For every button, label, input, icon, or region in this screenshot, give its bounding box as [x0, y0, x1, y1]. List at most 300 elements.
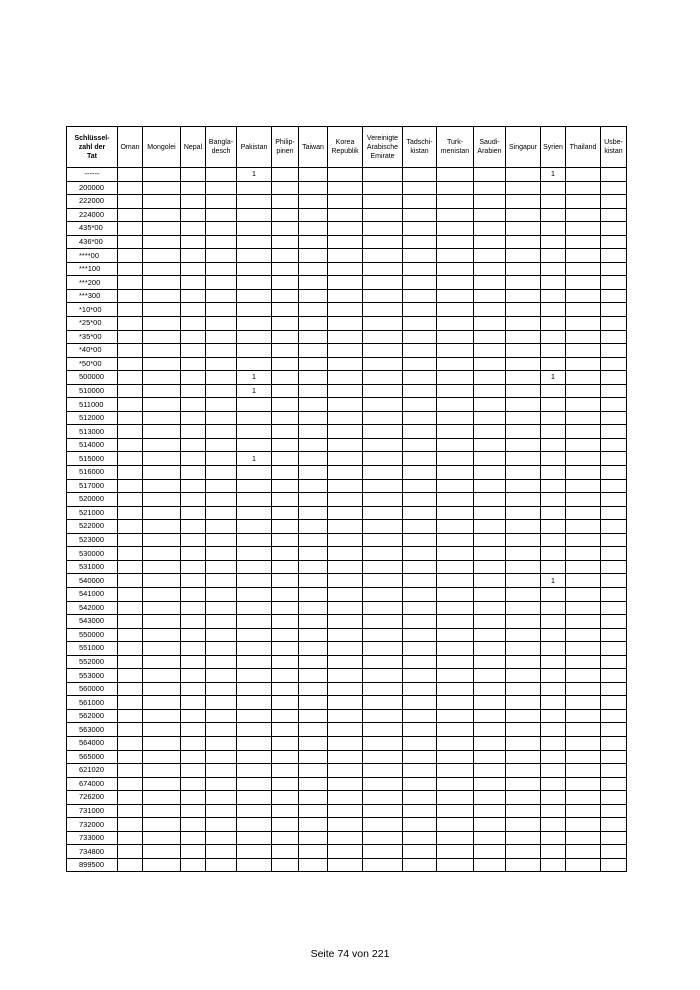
cell-saudiarabien: [474, 655, 506, 669]
cell-oman: [118, 777, 143, 791]
cell-bangladesch: [206, 520, 237, 534]
cell-philippinen: [272, 764, 299, 778]
cell-korea: [328, 520, 363, 534]
cell-nepal: [181, 764, 206, 778]
cell-nepal: [181, 384, 206, 398]
cell-turkmenistan: [437, 642, 474, 656]
cell-vae: [363, 438, 403, 452]
cell-nepal: [181, 709, 206, 723]
cell-pakistan: [237, 493, 272, 507]
cell-turkmenistan: [437, 831, 474, 845]
cell-oman: [118, 655, 143, 669]
cell-korea: [328, 723, 363, 737]
cell-taiwan: [299, 818, 328, 832]
cell-saudiarabien: [474, 669, 506, 683]
cell-korea: [328, 384, 363, 398]
cell-philippinen: [272, 642, 299, 656]
cell-philippinen: [272, 736, 299, 750]
row-key-cell: 516000: [67, 466, 118, 480]
cell-pakistan: [237, 208, 272, 222]
cell-singapur: [506, 208, 541, 222]
cell-syrien: 1: [541, 168, 566, 182]
cell-saudiarabien: [474, 615, 506, 629]
cell-korea: [328, 222, 363, 236]
cell-vae: [363, 506, 403, 520]
cell-usbekistan: [601, 208, 627, 222]
cell-pakistan: [237, 262, 272, 276]
cell-syrien: [541, 764, 566, 778]
cell-singapur: [506, 682, 541, 696]
cell-thailand: [566, 398, 601, 412]
cell-oman: [118, 723, 143, 737]
cell-pakistan: [237, 466, 272, 480]
cell-tadschikistan: [403, 276, 437, 290]
cell-oman: [118, 479, 143, 493]
cell-vae: [363, 479, 403, 493]
cell-korea: [328, 479, 363, 493]
cell-vae: [363, 628, 403, 642]
cell-saudiarabien: [474, 520, 506, 534]
cell-philippinen: [272, 845, 299, 859]
cell-mongolei: [143, 249, 181, 263]
cell-oman: [118, 235, 143, 249]
cell-tadschikistan: [403, 601, 437, 615]
cell-usbekistan: [601, 764, 627, 778]
cell-bangladesch: [206, 642, 237, 656]
cell-thailand: [566, 777, 601, 791]
cell-pakistan: [237, 791, 272, 805]
table-row: [67, 330, 627, 344]
row-key-cell: 899500: [67, 858, 118, 872]
cell-thailand: [566, 411, 601, 425]
row-key-cell: 561000: [67, 696, 118, 710]
cell-syrien: [541, 669, 566, 683]
row-key-cell: 731000: [67, 804, 118, 818]
cell-turkmenistan: [437, 655, 474, 669]
cell-korea: [328, 615, 363, 629]
row-key-cell: 563000: [67, 723, 118, 737]
cell-philippinen: [272, 520, 299, 534]
cell-pakistan: [237, 736, 272, 750]
table-row: [67, 317, 627, 331]
column-header-saudiarabien: Saudi- Arabien: [474, 127, 506, 168]
table-row: [67, 736, 627, 750]
cell-thailand: [566, 723, 601, 737]
table-row: [67, 547, 627, 561]
cell-tadschikistan: [403, 357, 437, 371]
cell-nepal: [181, 235, 206, 249]
cell-pakistan: [237, 587, 272, 601]
cell-pakistan: [237, 289, 272, 303]
cell-tadschikistan: [403, 777, 437, 791]
cell-philippinen: [272, 615, 299, 629]
cell-pakistan: [237, 235, 272, 249]
cell-oman: [118, 208, 143, 222]
cell-oman: [118, 371, 143, 385]
cell-syrien: [541, 831, 566, 845]
cell-pakistan: [237, 682, 272, 696]
cell-korea: [328, 506, 363, 520]
cell-singapur: [506, 493, 541, 507]
cell-usbekistan: [601, 601, 627, 615]
table-row: [67, 764, 627, 778]
cell-vae: [363, 168, 403, 182]
cell-nepal: [181, 560, 206, 574]
cell-pakistan: [237, 222, 272, 236]
cell-bangladesch: [206, 764, 237, 778]
cell-bangladesch: [206, 750, 237, 764]
table-row: [67, 791, 627, 805]
cell-taiwan: [299, 384, 328, 398]
cell-singapur: [506, 818, 541, 832]
row-key-cell: 552000: [67, 655, 118, 669]
cell-thailand: [566, 547, 601, 561]
table-row: [67, 615, 627, 629]
cell-taiwan: [299, 858, 328, 872]
cell-korea: [328, 317, 363, 331]
cell-turkmenistan: [437, 384, 474, 398]
cell-oman: [118, 736, 143, 750]
cell-turkmenistan: [437, 818, 474, 832]
cell-turkmenistan: [437, 330, 474, 344]
table-row: [67, 587, 627, 601]
cell-vae: [363, 642, 403, 656]
cell-nepal: [181, 736, 206, 750]
cell-pakistan: [237, 195, 272, 209]
cell-nepal: [181, 208, 206, 222]
cell-pakistan: [237, 181, 272, 195]
cell-usbekistan: [601, 791, 627, 805]
cell-vae: [363, 317, 403, 331]
cell-thailand: [566, 289, 601, 303]
cell-taiwan: [299, 587, 328, 601]
cell-oman: [118, 222, 143, 236]
column-header-vae: Vereinigte Arabische Emirate: [363, 127, 403, 168]
cell-bangladesch: [206, 493, 237, 507]
cell-mongolei: [143, 276, 181, 290]
table-row: [67, 533, 627, 547]
cell-saudiarabien: [474, 831, 506, 845]
cell-mongolei: [143, 208, 181, 222]
cell-vae: [363, 845, 403, 859]
cell-philippinen: [272, 533, 299, 547]
cell-taiwan: [299, 357, 328, 371]
cell-saudiarabien: [474, 506, 506, 520]
cell-taiwan: [299, 195, 328, 209]
table-row: [67, 506, 627, 520]
cell-pakistan: [237, 398, 272, 412]
cell-turkmenistan: [437, 560, 474, 574]
cell-bangladesch: [206, 574, 237, 588]
table-row: [67, 601, 627, 615]
cell-syrien: [541, 425, 566, 439]
cell-oman: [118, 357, 143, 371]
table-row: [67, 384, 627, 398]
cell-nepal: [181, 303, 206, 317]
cell-taiwan: [299, 425, 328, 439]
cell-tadschikistan: [403, 818, 437, 832]
cell-pakistan: 1: [237, 371, 272, 385]
cell-tadschikistan: [403, 195, 437, 209]
cell-oman: [118, 168, 143, 182]
cell-philippinen: [272, 425, 299, 439]
cell-singapur: [506, 628, 541, 642]
cell-pakistan: [237, 669, 272, 683]
cell-tadschikistan: [403, 831, 437, 845]
cell-bangladesch: [206, 208, 237, 222]
table-row: [67, 628, 627, 642]
cell-pakistan: [237, 858, 272, 872]
cell-usbekistan: [601, 425, 627, 439]
cell-pakistan: [237, 533, 272, 547]
column-header-bangladesch: Bangla- desch: [206, 127, 237, 168]
cell-syrien: [541, 262, 566, 276]
cell-syrien: [541, 533, 566, 547]
cell-bangladesch: [206, 682, 237, 696]
cell-thailand: [566, 317, 601, 331]
cell-syrien: [541, 736, 566, 750]
cell-oman: [118, 831, 143, 845]
cell-tadschikistan: [403, 425, 437, 439]
cell-turkmenistan: [437, 452, 474, 466]
cell-singapur: [506, 587, 541, 601]
table-row: [67, 777, 627, 791]
cell-mongolei: [143, 696, 181, 710]
cell-singapur: [506, 249, 541, 263]
cell-turkmenistan: [437, 262, 474, 276]
row-key-cell: 560000: [67, 682, 118, 696]
cell-mongolei: [143, 587, 181, 601]
table-row: [67, 804, 627, 818]
cell-bangladesch: [206, 831, 237, 845]
cell-oman: [118, 425, 143, 439]
cell-mongolei: [143, 615, 181, 629]
cell-philippinen: [272, 777, 299, 791]
cell-syrien: [541, 601, 566, 615]
cell-thailand: [566, 222, 601, 236]
cell-thailand: [566, 425, 601, 439]
cell-oman: [118, 628, 143, 642]
cell-turkmenistan: [437, 791, 474, 805]
cell-taiwan: [299, 642, 328, 656]
cell-bangladesch: [206, 791, 237, 805]
cell-korea: [328, 764, 363, 778]
cell-nepal: [181, 696, 206, 710]
cell-vae: [363, 560, 403, 574]
cell-korea: [328, 736, 363, 750]
table-row: [67, 858, 627, 872]
cell-thailand: [566, 168, 601, 182]
row-key-cell: 521000: [67, 506, 118, 520]
cell-vae: [363, 452, 403, 466]
cell-turkmenistan: [437, 235, 474, 249]
cell-mongolei: [143, 601, 181, 615]
cell-nepal: [181, 398, 206, 412]
cell-bangladesch: [206, 425, 237, 439]
cell-mongolei: [143, 723, 181, 737]
cell-nepal: [181, 249, 206, 263]
cell-singapur: [506, 804, 541, 818]
cell-philippinen: [272, 411, 299, 425]
cell-bangladesch: [206, 615, 237, 629]
cell-taiwan: [299, 371, 328, 385]
cell-philippinen: [272, 804, 299, 818]
cell-turkmenistan: [437, 425, 474, 439]
cell-vae: [363, 195, 403, 209]
cell-korea: [328, 371, 363, 385]
cell-usbekistan: [601, 587, 627, 601]
table-row: [67, 452, 627, 466]
cell-vae: [363, 736, 403, 750]
column-header-singapur: Singapur: [506, 127, 541, 168]
cell-mongolei: [143, 858, 181, 872]
cell-syrien: [541, 615, 566, 629]
row-key-cell: 514000: [67, 438, 118, 452]
cell-singapur: [506, 181, 541, 195]
cell-syrien: [541, 479, 566, 493]
cell-saudiarabien: [474, 493, 506, 507]
cell-korea: [328, 682, 363, 696]
cell-oman: [118, 764, 143, 778]
cell-tadschikistan: [403, 696, 437, 710]
cell-nepal: [181, 669, 206, 683]
row-key-cell: 531000: [67, 560, 118, 574]
cell-nepal: [181, 289, 206, 303]
cell-singapur: [506, 222, 541, 236]
cell-syrien: [541, 195, 566, 209]
cell-vae: [363, 777, 403, 791]
cell-thailand: [566, 669, 601, 683]
cell-philippinen: [272, 357, 299, 371]
cell-pakistan: [237, 317, 272, 331]
cell-bangladesch: [206, 628, 237, 642]
cell-oman: [118, 181, 143, 195]
column-header-syrien: Syrien: [541, 127, 566, 168]
cell-vae: [363, 262, 403, 276]
cell-taiwan: [299, 276, 328, 290]
column-header-korea: Korea Republik: [328, 127, 363, 168]
cell-oman: [118, 574, 143, 588]
cell-philippinen: [272, 560, 299, 574]
cell-syrien: [541, 696, 566, 710]
cell-philippinen: [272, 181, 299, 195]
cell-turkmenistan: [437, 195, 474, 209]
cell-bangladesch: [206, 669, 237, 683]
cell-oman: [118, 317, 143, 331]
cell-syrien: [541, 235, 566, 249]
cell-vae: [363, 425, 403, 439]
cell-korea: [328, 750, 363, 764]
cell-bangladesch: [206, 222, 237, 236]
cell-thailand: [566, 574, 601, 588]
cell-tadschikistan: [403, 506, 437, 520]
cell-turkmenistan: [437, 344, 474, 358]
table-row: [67, 845, 627, 859]
cell-nepal: [181, 533, 206, 547]
cell-taiwan: [299, 682, 328, 696]
cell-taiwan: [299, 750, 328, 764]
cell-oman: [118, 615, 143, 629]
cell-singapur: [506, 831, 541, 845]
cell-korea: [328, 168, 363, 182]
cell-turkmenistan: [437, 479, 474, 493]
cell-usbekistan: [601, 384, 627, 398]
cell-taiwan: [299, 804, 328, 818]
cell-turkmenistan: [437, 466, 474, 480]
cell-pakistan: [237, 574, 272, 588]
cell-turkmenistan: [437, 317, 474, 331]
cell-pakistan: [237, 425, 272, 439]
cell-pakistan: [237, 764, 272, 778]
cell-syrien: [541, 818, 566, 832]
cell-tadschikistan: [403, 289, 437, 303]
cell-singapur: [506, 438, 541, 452]
table-row: [67, 195, 627, 209]
cell-mongolei: [143, 709, 181, 723]
row-key-cell: *35*00: [67, 330, 118, 344]
cell-korea: [328, 709, 363, 723]
cell-taiwan: [299, 289, 328, 303]
cell-singapur: [506, 289, 541, 303]
row-key-cell: 553000: [67, 669, 118, 683]
cell-tadschikistan: [403, 628, 437, 642]
row-key-cell: *50*00: [67, 357, 118, 371]
cell-oman: [118, 804, 143, 818]
cell-saudiarabien: [474, 696, 506, 710]
cell-oman: [118, 818, 143, 832]
cell-pakistan: [237, 560, 272, 574]
cell-nepal: [181, 493, 206, 507]
cell-vae: [363, 466, 403, 480]
cell-pakistan: [237, 438, 272, 452]
cell-thailand: [566, 438, 601, 452]
cell-pakistan: [237, 249, 272, 263]
cell-mongolei: [143, 398, 181, 412]
cell-korea: [328, 560, 363, 574]
table-row: [67, 438, 627, 452]
row-key-cell: 500000: [67, 371, 118, 385]
cell-syrien: [541, 344, 566, 358]
cell-singapur: [506, 235, 541, 249]
cell-oman: [118, 411, 143, 425]
cell-turkmenistan: [437, 736, 474, 750]
cell-syrien: [541, 289, 566, 303]
statistics-table: [66, 126, 627, 872]
cell-syrien: [541, 181, 566, 195]
cell-vae: [363, 289, 403, 303]
cell-usbekistan: [601, 344, 627, 358]
cell-mongolei: [143, 831, 181, 845]
cell-vae: [363, 696, 403, 710]
cell-taiwan: [299, 831, 328, 845]
cell-thailand: [566, 235, 601, 249]
cell-saudiarabien: [474, 736, 506, 750]
cell-syrien: [541, 709, 566, 723]
cell-oman: [118, 520, 143, 534]
cell-tadschikistan: [403, 479, 437, 493]
cell-usbekistan: [601, 303, 627, 317]
cell-saudiarabien: [474, 425, 506, 439]
cell-syrien: [541, 723, 566, 737]
cell-tadschikistan: [403, 181, 437, 195]
table-row: [67, 750, 627, 764]
row-key-cell: ****00: [67, 249, 118, 263]
cell-tadschikistan: [403, 858, 437, 872]
cell-taiwan: [299, 777, 328, 791]
cell-usbekistan: [601, 317, 627, 331]
cell-usbekistan: [601, 736, 627, 750]
cell-pakistan: [237, 845, 272, 859]
